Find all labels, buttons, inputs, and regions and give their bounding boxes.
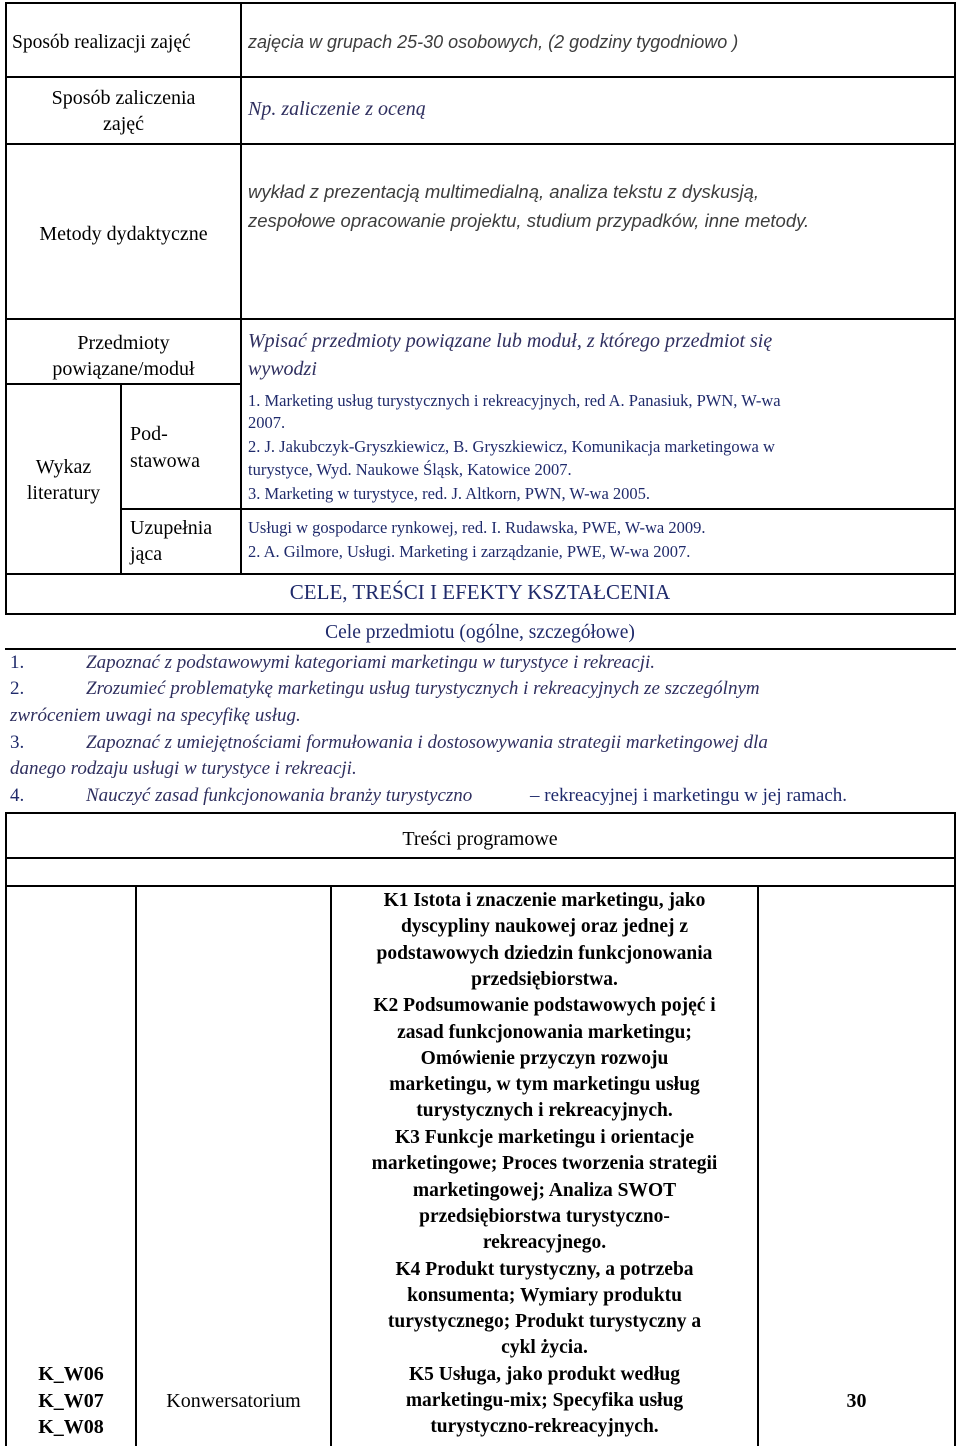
row-divider [5, 143, 956, 145]
content-line: przedsiębiorstwa turystyczno- [419, 1206, 670, 1227]
effect-code: K_W07 [38, 1390, 104, 1412]
goal-number: 4. [10, 785, 25, 806]
column-divider [757, 885, 759, 1446]
zaliczenie-label-line2: zajęć [102, 113, 145, 135]
content-line: marketingu, w tym marketingu usług [389, 1074, 700, 1095]
uzupelniajaca-label-line1: Uzupełnia [130, 517, 213, 539]
content-line: zasad funkcjonowania marketingu; [397, 1022, 692, 1043]
goal-text: Nauczyć zasad funkcjonowania branży turystyczno [86, 785, 473, 806]
goal-text-continued: zwróceniem uwagi na specyfikę usług. [10, 705, 301, 726]
goal-text-continued: danego rodzaju usługi w turystyce i rekreacji. [10, 758, 357, 779]
content-line: dyscypliny naukowej oraz jednej z [400, 916, 689, 937]
row-divider [5, 857, 956, 859]
uzupelniajaca-label-line2: jąca [130, 543, 163, 565]
table-border-right [954, 812, 956, 1446]
literatura-label-line2: literatury [26, 482, 101, 504]
goal-number: 3. [10, 732, 25, 753]
goal-text-continued: – rekreacyjnej i marketingu w jej ramach. [530, 785, 848, 806]
podstawowa-item: 3. Marketing w turystyce, red. J. Altkorn, PWN, W-wa 2005. [248, 484, 651, 503]
metody-label: Metody dydaktyczne [39, 223, 208, 245]
section-subtitle: Cele przedmiotu (ogólne, szczegółowe) [325, 622, 635, 643]
row-divider [5, 613, 956, 615]
column-divider [240, 2, 242, 574]
row-divider [5, 76, 956, 78]
content-line: konsumenta; Wymiary produktu [407, 1285, 682, 1306]
content-line: turystycznych i rekreacyjnych. [416, 1100, 673, 1121]
tresci-title: Treści programowe [402, 828, 558, 850]
content-line: K2 Podsumowanie podstawowych pojęć i [373, 995, 716, 1016]
content-line: cykl życia. [501, 1337, 588, 1358]
goal-text: Zapoznać z podstawowymi kategoriami marketingu w turystyce i rekreacji. [86, 652, 656, 673]
content-line: podstawowych dziedzin funkcjonowania [376, 943, 713, 964]
zaliczenie-value: Np. zaliczenie z oceną [248, 98, 426, 120]
content-line: marketingu-mix; Specyfika usług [405, 1390, 684, 1411]
content-line: K5 Usługa, jako produkt według [408, 1364, 681, 1385]
row-divider [5, 812, 956, 814]
effect-code: K_W08 [38, 1416, 104, 1438]
goal-number: 2. [10, 678, 25, 699]
podstawowa-item: turystyce, Wyd. Naukowe Śląsk, Katowice 2007. [248, 460, 572, 479]
table-border-left [5, 812, 7, 1446]
row-divider [5, 318, 956, 320]
zaliczenie-label-line1: Sposób zaliczenia [51, 87, 196, 109]
row-divider [5, 885, 956, 887]
column-divider [120, 383, 122, 574]
content-line: K1 Istota i znaczenie marketingu, jako [383, 890, 706, 911]
przedmioty-value-line1: Wpisać przedmioty powiązane lub moduł, z którego przedmiot się [248, 330, 773, 352]
row-divider [5, 383, 241, 385]
przedmioty-label-line2: powiązane/moduł [52, 358, 195, 380]
podstawowa-item: 1. Marketing usług turystycznych i rekreacyjnych, red A. Panasiuk, PWN, W-wa [248, 391, 781, 410]
content-line: Omówienie przyczyn rozwoju [420, 1048, 669, 1069]
content-line: marketingowej; Analiza SWOT [412, 1180, 677, 1201]
przedmioty-value-line2: wywodzi [248, 358, 317, 380]
effect-code: K_W06 [38, 1363, 104, 1385]
hours-value: 30 [846, 1390, 867, 1412]
goal-text: Zrozumieć problematykę marketingu usług turystycznych i rekreacyjnych ze szczególnym [86, 678, 760, 699]
podstawowa-label-line1: Pod- [130, 423, 168, 445]
table-border-top [5, 2, 956, 4]
uzupelniajaca-item: Usługi w gospodarce rynkowej, red. I. Rudawska, PWE, W-wa 2009. [248, 518, 706, 537]
metody-value-line1: wykład z prezentacją multimedialną, analiza tekstu z dyskusją, [248, 181, 760, 202]
literatura-label-line1: Wykaz [35, 456, 92, 478]
row-divider [120, 508, 956, 510]
goal-number: 1. [10, 652, 25, 673]
content-line: K3 Funkcje marketingu i orientacje [395, 1127, 694, 1148]
table-border-right [954, 2, 956, 614]
row-divider [5, 573, 956, 575]
podstawowa-item: 2007. [248, 413, 286, 432]
przedmioty-label-line1: Przedmioty [77, 332, 170, 354]
uzupelniajaca-item: 2. A. Gilmore, Usługi. Marketing i zarządzanie, PWE, W-wa 2007. [248, 542, 691, 561]
column-divider [135, 885, 137, 1446]
podstawowa-label-line2: stawowa [130, 450, 200, 472]
metody-value-line2: zespołowe opracowanie projektu, studium przypadków, inne metody. [248, 210, 810, 231]
class-form: Konwersatorium [166, 1390, 301, 1412]
realizacja-label: Sposób realizacji zajęć [12, 32, 191, 53]
podstawowa-item: 2. J. Jakubczyk-Gryszkiewicz, B. Gryszkiewicz, Komunikacja marketingowa w [248, 437, 775, 456]
content-line: marketingowe; Proces tworzenia strategii [371, 1153, 718, 1174]
realizacja-value: zajęcia w grupach 25-30 osobowych, (2 godziny tygodniowo ) [248, 32, 739, 52]
row-divider [5, 648, 956, 650]
content-line: K4 Produkt turystyczny, a potrzeba [395, 1259, 694, 1280]
content-line: turystyczno-rekreacyjnych. [430, 1416, 659, 1437]
content-line: turystycznego; Produkt turystyczny a [387, 1311, 702, 1332]
section-title: CELE, TREŚCI I EFEKTY KSZTAŁCENIA [289, 580, 671, 604]
goal-text: Zapoznać z umiejętnościami formułowania i dostosowywania strategii marketingowej dla [86, 732, 768, 753]
content-line: rekreacyjnego. [482, 1232, 607, 1253]
content-line: przedsiębiorstwa. [471, 969, 618, 990]
